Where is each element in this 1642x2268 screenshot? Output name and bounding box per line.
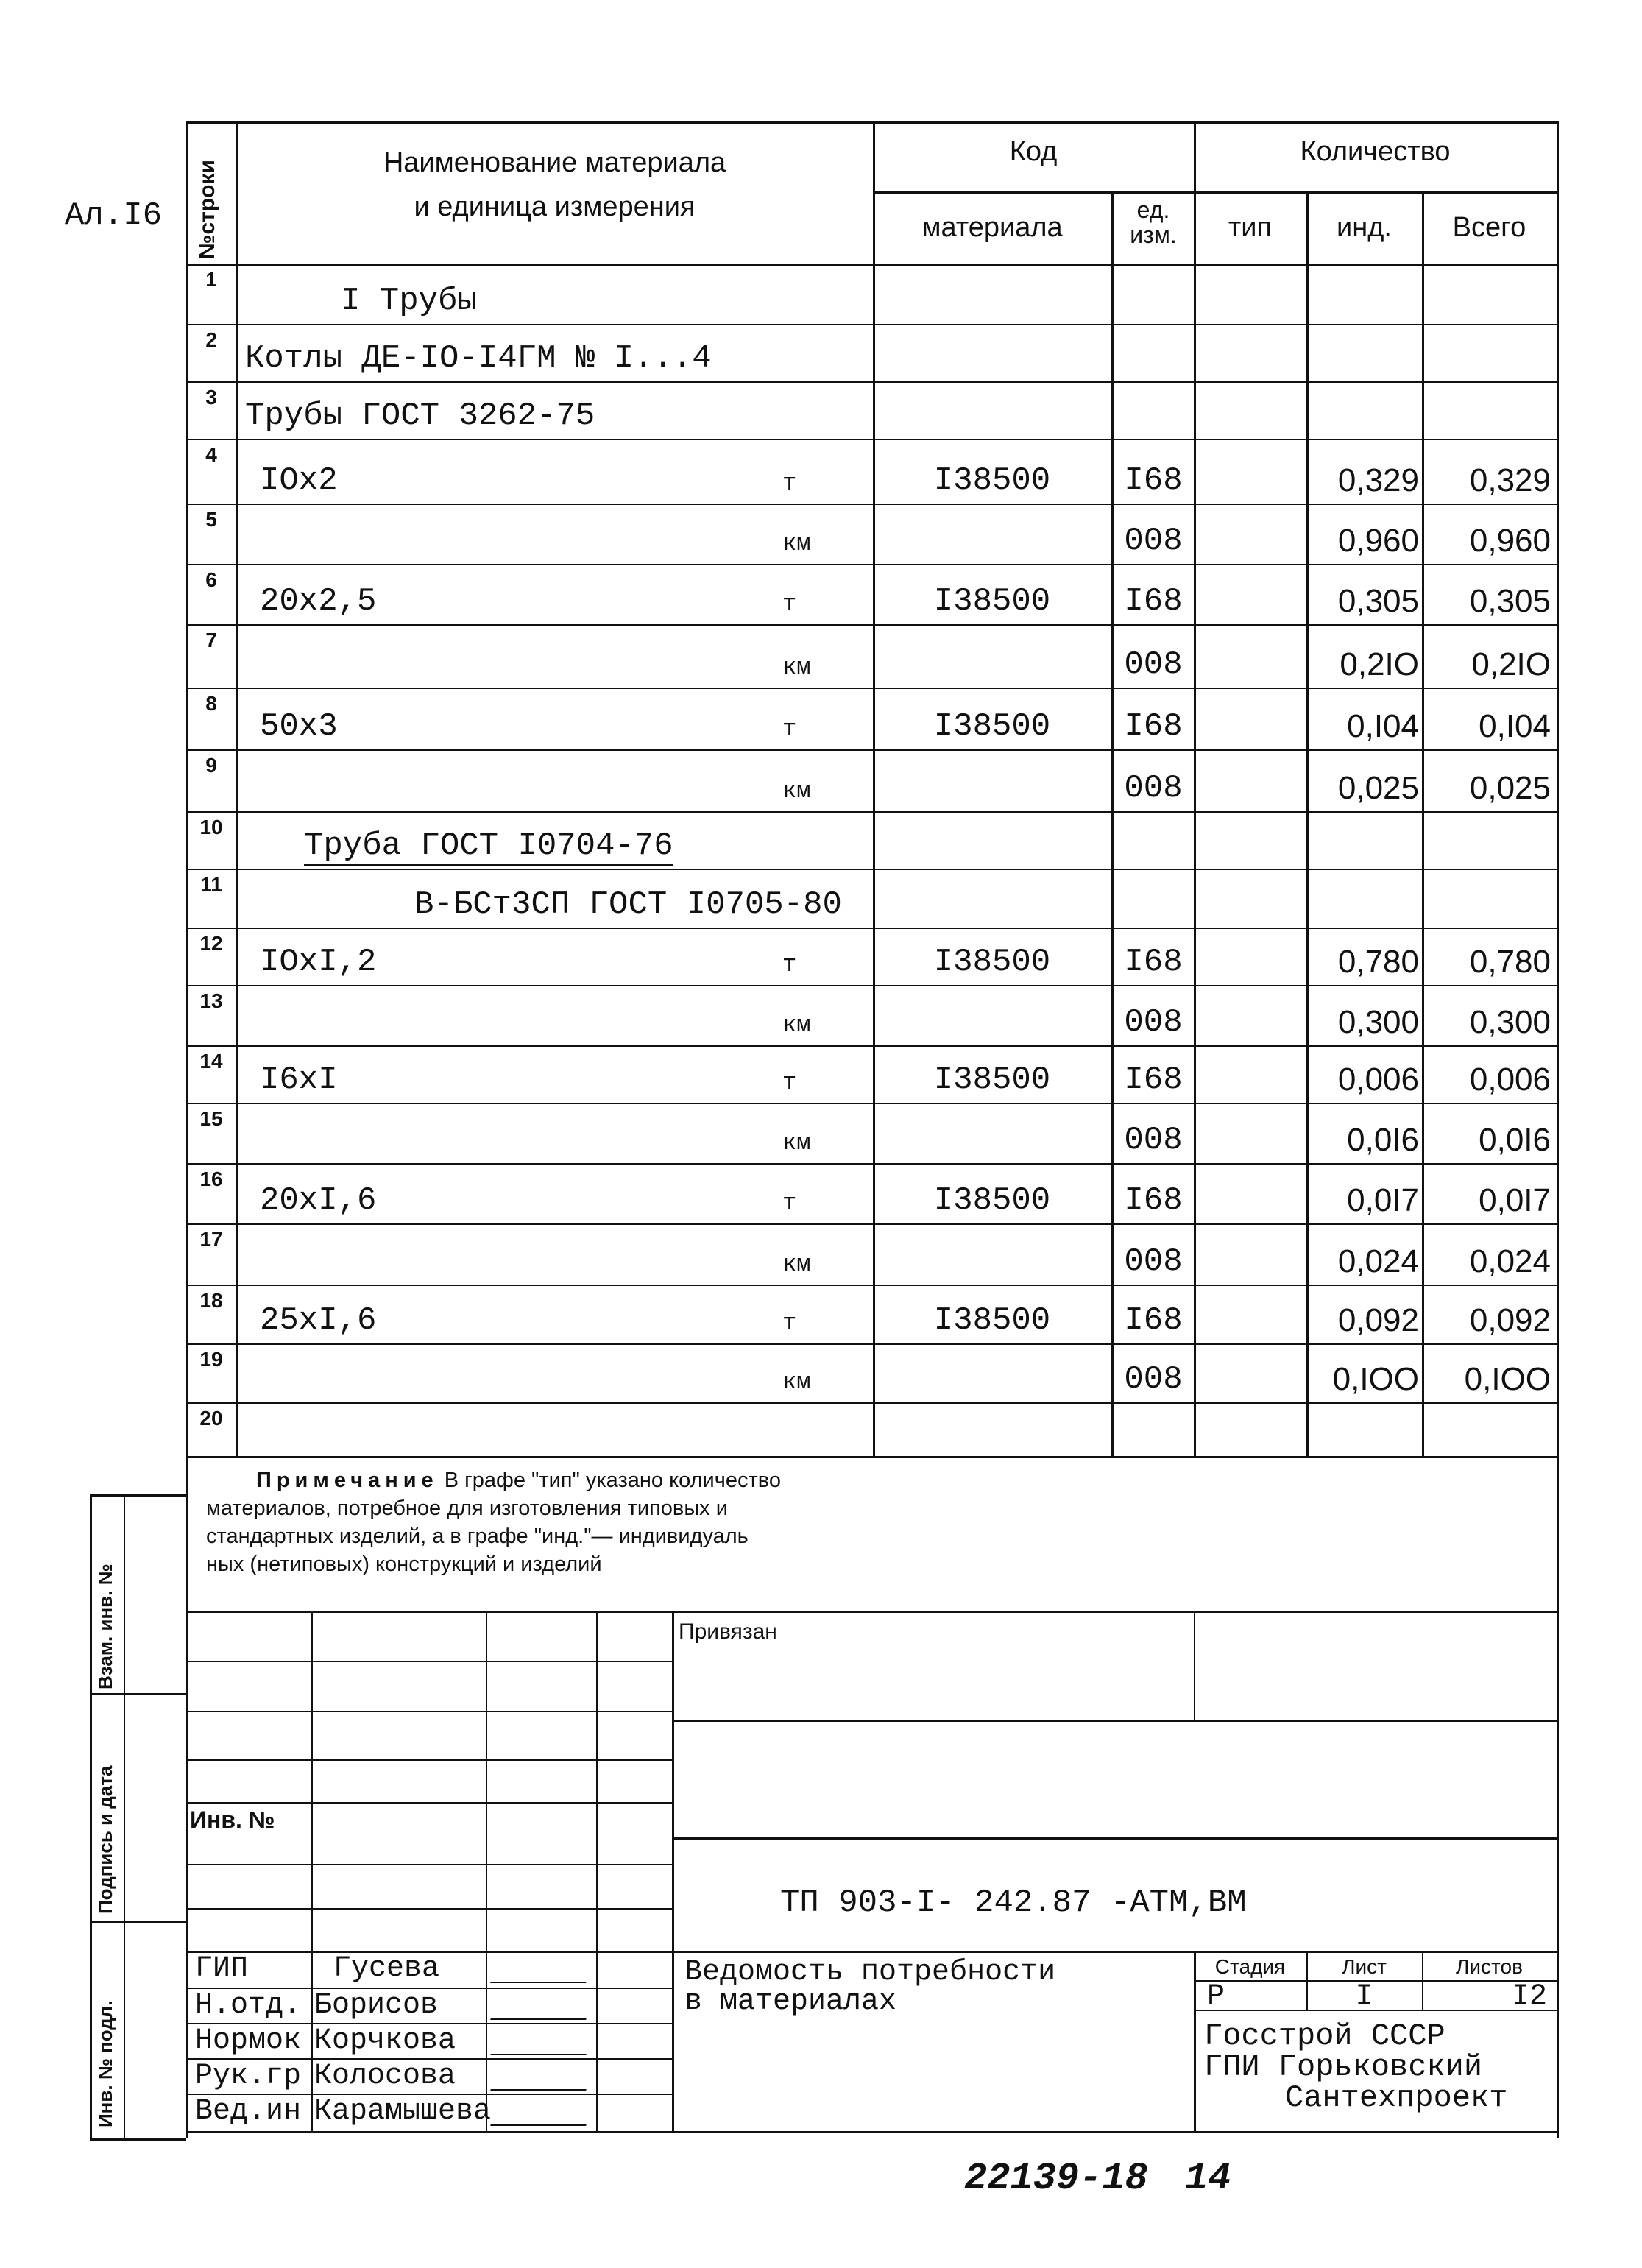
unit-code: 008 (1124, 1361, 1183, 1398)
unit-name: км (782, 1011, 811, 1039)
document-title (684, 1958, 1055, 2017)
row-number: 17 (199, 1228, 223, 1251)
row-number: 4 (205, 443, 217, 466)
table-row (186, 869, 1557, 928)
material-name: Котлы ДЕ-IO-I4ГМ № I...4 (245, 340, 712, 377)
row-number: 10 (199, 816, 223, 838)
unit-name: км (782, 1129, 811, 1156)
unit-code: I68 (1124, 1302, 1183, 1339)
unit-code: I68 (1124, 583, 1183, 620)
privyazan-label: Привязан (679, 1619, 777, 1644)
qty-total: 0,092 (1469, 1302, 1551, 1338)
table-row (186, 1223, 1557, 1285)
unit-name: т (782, 951, 797, 978)
sheet-value: I (1355, 1980, 1373, 2013)
qty-total: 0,2IO (1471, 646, 1551, 682)
signer-name: Карамышева (314, 2095, 492, 2128)
table-row (186, 381, 1557, 439)
row-number: 12 (199, 932, 223, 955)
row-number: 6 (205, 568, 217, 591)
material-name: I Трубы (341, 283, 477, 319)
qty-ind: 0,300 (1337, 1004, 1419, 1040)
qty-total: 0,0I7 (1479, 1182, 1551, 1218)
qty-ind: 0,329 (1337, 462, 1419, 498)
qty-ind: 0,960 (1337, 523, 1419, 559)
page-number: 14 (1185, 2157, 1231, 2200)
organization (1204, 2018, 1508, 2116)
sheet-marker: Ал.I6 (65, 197, 163, 234)
signer-name: Борисов (314, 1989, 439, 2022)
unit-code: I68 (1124, 462, 1183, 499)
unit-code: 008 (1124, 770, 1183, 807)
archive-number: 22139-18 (964, 2157, 1148, 2200)
unit-name: км (782, 777, 811, 805)
qty-ind: 0,780 (1337, 944, 1419, 980)
table-row (186, 1402, 1557, 1456)
row-number: 14 (199, 1050, 223, 1073)
unit-code-header: ед. изм. (1130, 197, 1177, 248)
table-row (186, 1163, 1557, 1223)
table-row (186, 1045, 1557, 1103)
qty-ind: 0,2IO (1340, 646, 1419, 682)
document-title-line-2: в материалах (684, 1985, 897, 2018)
stage-value: Р (1207, 1980, 1225, 2013)
qty-ind: 0,305 (1337, 583, 1419, 619)
qty-total: 0,025 (1469, 770, 1551, 806)
qty-ind: 0,025 (1337, 770, 1419, 806)
material-code: I38500 (933, 583, 1051, 620)
qty-ind: 0,024 (1337, 1243, 1419, 1279)
unit-name: км (782, 1251, 811, 1278)
qty-total: 0,I04 (1479, 708, 1551, 744)
row-number: 20 (199, 1407, 223, 1430)
material-code: I38500 (933, 1182, 1051, 1219)
side-label-signature-date: Подпись и дата (94, 1765, 116, 1914)
qty-ind: 0,I04 (1347, 708, 1419, 744)
qty-total: 0,960 (1469, 523, 1551, 559)
qty-ind-header: инд. (1337, 212, 1392, 243)
document-code: ТП 903-I- 242.87 -АТМ,ВМ (780, 1884, 1247, 1921)
row-number: 1 (205, 268, 217, 291)
row-number: 15 (199, 1107, 223, 1130)
qty-ind: 0,006 (1337, 1061, 1419, 1098)
qty-type-header: тип (1228, 212, 1273, 243)
material-name: В-БСт3СП ГОСТ I0705-80 (414, 886, 842, 923)
signature-icon (490, 2063, 596, 2091)
unit-name: км (782, 1368, 811, 1396)
signer-role: Нормок (195, 2024, 302, 2057)
material-name: Труба ГОСТ I0704-76 (304, 827, 673, 866)
table-row (186, 264, 1557, 324)
material-name: 20x2,5 (260, 583, 377, 620)
signer-name: Корчкова (314, 2024, 456, 2057)
signature-icon (490, 2027, 596, 2055)
row-number: 8 (205, 692, 217, 715)
note-line-1: В графе "тип" указано количество (444, 1469, 781, 1492)
material-code: I38500 (933, 462, 1051, 499)
unit-code: I68 (1124, 1061, 1183, 1098)
signer-role: Н.отд. (195, 1989, 302, 2022)
material-code: I38500 (933, 1302, 1051, 1339)
code-header: Код (1009, 136, 1058, 167)
row-number: 9 (205, 754, 217, 777)
material-name: I6xI (260, 1061, 338, 1098)
qty-ind: 0,IOO (1332, 1361, 1419, 1397)
table-row (186, 1343, 1557, 1402)
table-row (186, 1285, 1557, 1343)
material-code: I38500 (933, 708, 1051, 745)
material-name: 50x3 (260, 708, 338, 745)
row-number: 16 (199, 1167, 223, 1190)
quantity-header: Количество (1300, 136, 1451, 167)
material-name: 25xI,6 (260, 1302, 377, 1339)
qty-total: 0,305 (1469, 583, 1551, 619)
material-code-header: материала (921, 212, 1063, 243)
qty-total: 0,300 (1469, 1004, 1551, 1040)
row-number: 5 (205, 508, 217, 531)
unit-code: 008 (1124, 1004, 1183, 1041)
signature-icon (490, 2098, 596, 2126)
org-line-3: Сантехпроект (1285, 2080, 1508, 2116)
signer-role: Рук.гр (195, 2060, 302, 2093)
qty-ind: 0,092 (1337, 1302, 1419, 1338)
row-number: 7 (205, 629, 217, 651)
material-unit-header: и единица измерения (414, 191, 696, 222)
document-title-line-1: Ведомость потребности (684, 1956, 1056, 1989)
qty-total: 0,0I6 (1479, 1122, 1551, 1158)
side-label-replacement-inv: Взам. инв. № (94, 1564, 116, 1689)
qty-total: 0,006 (1469, 1061, 1551, 1098)
row-number: 3 (205, 386, 217, 409)
sheet-label: Лист (1342, 1955, 1387, 1978)
table-row (186, 985, 1557, 1045)
row-number: 19 (199, 1348, 223, 1371)
material-name: IOx2 (260, 462, 338, 499)
unit-code: 008 (1124, 1122, 1183, 1159)
qty-total: 0,329 (1469, 462, 1551, 498)
row-number: 18 (199, 1289, 223, 1312)
row-number-header: №строки (195, 160, 219, 259)
table-row (186, 624, 1557, 688)
sheets-label: Листов (1456, 1955, 1523, 1978)
qty-ind: 0,0I7 (1347, 1182, 1419, 1218)
signature-icon (490, 1992, 596, 2020)
unit-code: I68 (1124, 708, 1183, 745)
org-line-1: Госстрой СССР (1204, 2018, 1445, 2054)
material-name-header: Наименование материала (383, 147, 726, 178)
qty-total: 0,780 (1469, 944, 1551, 980)
qty-total: 0,024 (1469, 1243, 1551, 1279)
stage-label: Стадия (1214, 1955, 1286, 1978)
qty-total-header: Всего (1452, 212, 1526, 243)
table-row (186, 688, 1557, 749)
qty-ind: 0,0I6 (1347, 1122, 1419, 1158)
row-number: 2 (205, 328, 217, 351)
note-label: Примечание (256, 1469, 439, 1492)
note-line-4: ных (нетиповых) конструкций и изделий (206, 1552, 602, 1576)
material-code: I38500 (933, 1061, 1051, 1098)
material-name: 20xI,6 (260, 1182, 377, 1219)
unit-name: т (782, 590, 797, 618)
qty-total: 0,IOO (1464, 1361, 1551, 1397)
unit-name: т (782, 1310, 797, 1337)
material-code: I38500 (933, 944, 1051, 981)
unit-code: 008 (1124, 523, 1183, 559)
unit-code: 008 (1124, 646, 1183, 683)
unit-code: 008 (1124, 1243, 1183, 1280)
sheets-value: I2 (1511, 1980, 1547, 2013)
org-line-2: ГПИ Горьковский (1204, 2049, 1483, 2085)
unit-name: км (782, 530, 811, 557)
table-row (186, 504, 1557, 564)
note-line-3: стандартных изделий, а в графе "инд."— индивидуаль (206, 1525, 749, 1548)
material-name: IOxI,2 (260, 944, 377, 981)
material-name: Трубы ГОСТ 3262-75 (245, 398, 595, 434)
note-block (206, 1466, 1310, 1578)
side-label-original-inv: Инв. № подл. (94, 2000, 116, 2127)
table-row (186, 324, 1557, 381)
table-row (186, 439, 1557, 504)
unit-name: км (782, 654, 811, 681)
note-line-2: материалов, потребное для изготовления типовых и (206, 1497, 728, 1520)
inventory-number-label: Инв. № (190, 1806, 275, 1833)
unit-code: I68 (1124, 944, 1183, 981)
row-number: 13 (199, 989, 223, 1012)
unit-code: I68 (1124, 1182, 1183, 1219)
table-row (186, 1103, 1557, 1163)
unit-name: т (782, 470, 797, 497)
signer-name: Гусева (333, 1952, 440, 1985)
signer-name: Колосова (314, 2060, 456, 2093)
unit-name: т (782, 716, 797, 743)
table-row (186, 564, 1557, 624)
row-divider (186, 1456, 1557, 1458)
table-row (186, 928, 1557, 985)
unit-name: т (782, 1190, 797, 1217)
table-row (186, 749, 1557, 811)
table-row (186, 811, 1557, 869)
unit-name: т (782, 1069, 797, 1096)
signer-role: ГИП (195, 1952, 249, 1985)
signer-role: Вед.ин (195, 2095, 302, 2128)
signature-icon (490, 1955, 596, 1983)
row-number: 11 (200, 873, 222, 896)
